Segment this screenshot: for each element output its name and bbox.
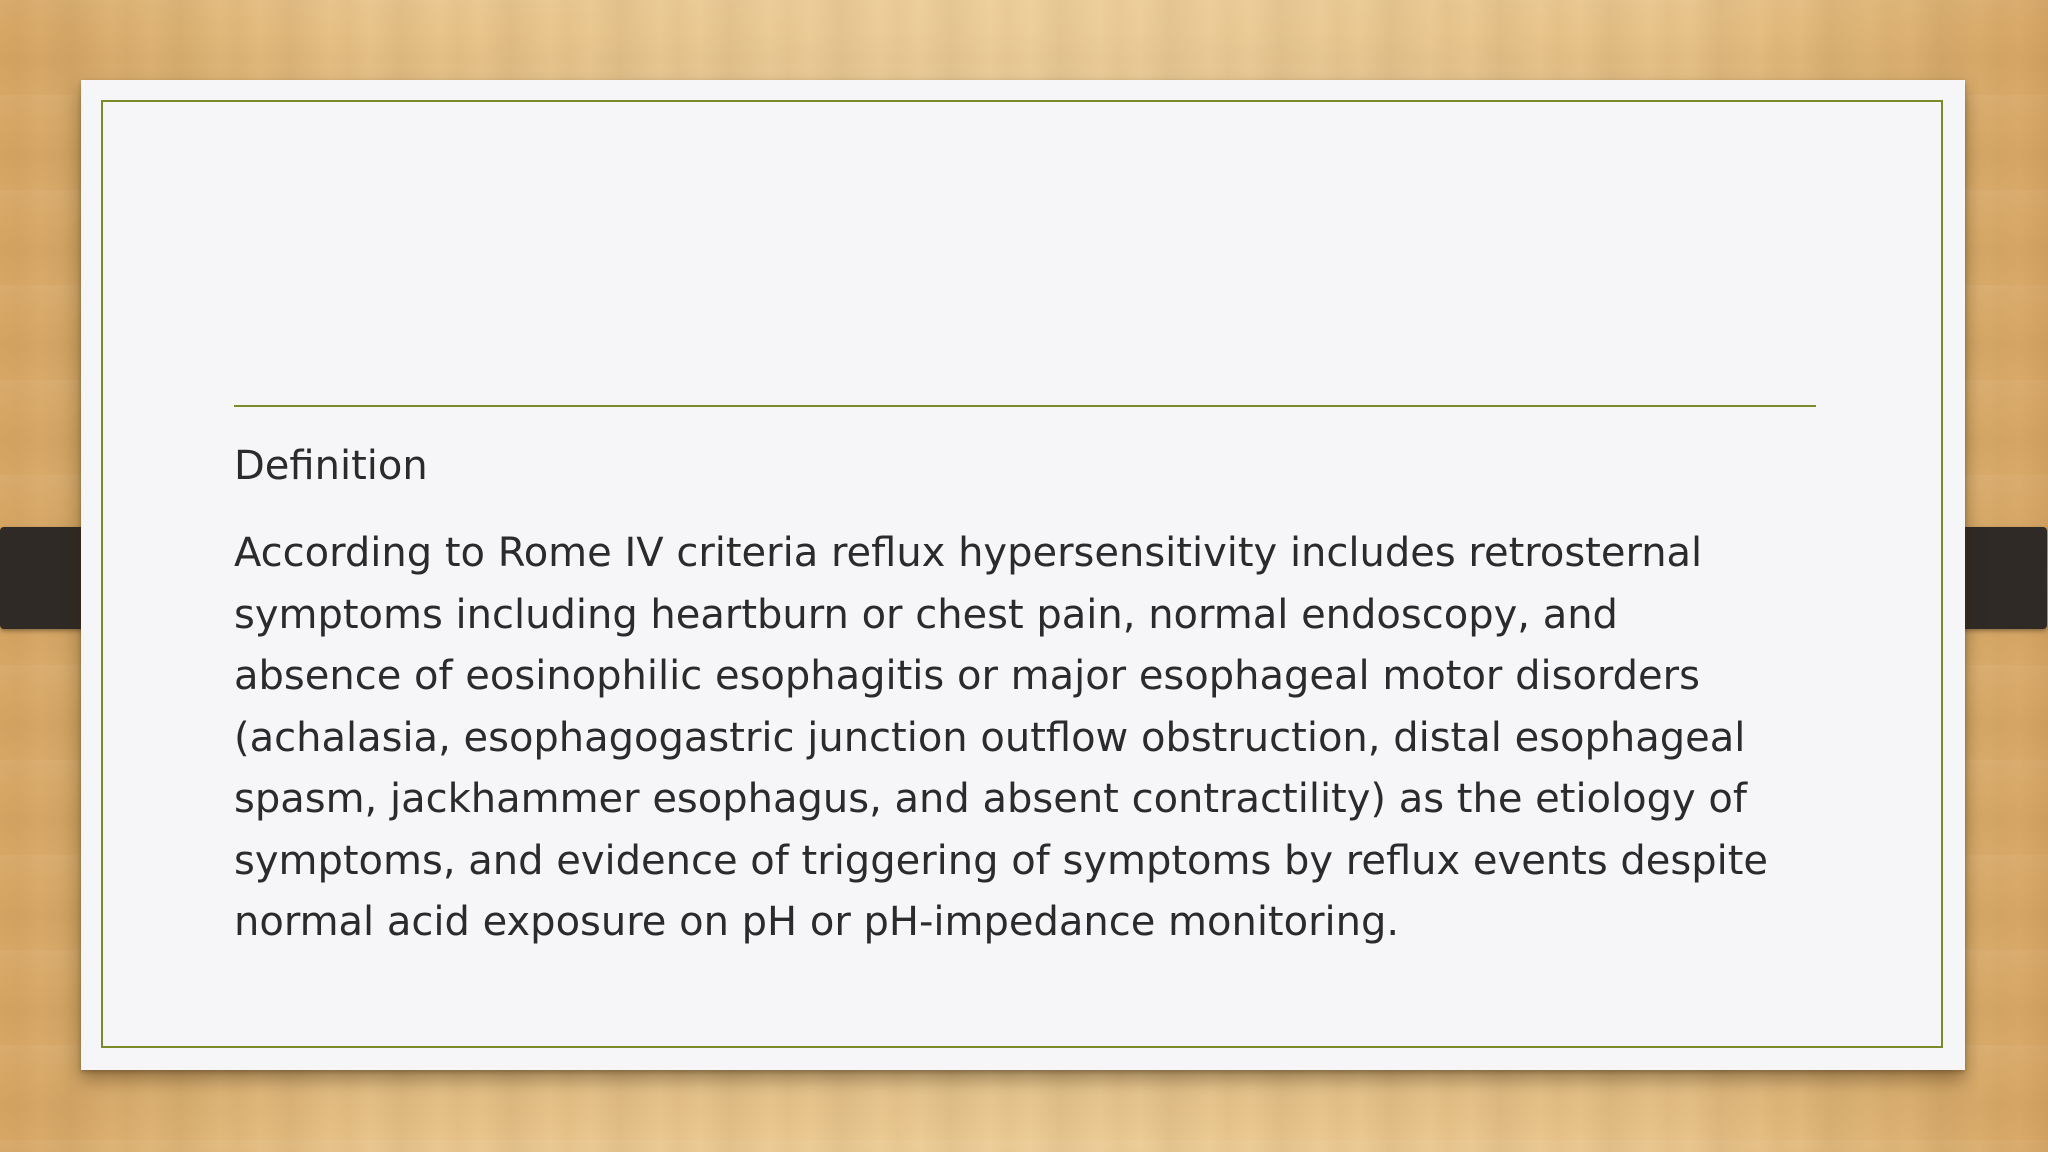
slide-body <box>234 523 1874 954</box>
body-line: normal acid exposure on pH or pH-impedance monitoring. <box>234 899 1400 945</box>
body-line: symptoms, and evidence of triggering of symptoms by reflux events despite <box>234 837 1769 884</box>
body-line: absence of eosinophilic esophagitis or major esophageal motor disorders <box>234 653 1700 699</box>
title-divider <box>234 405 1816 407</box>
body-line: spasm, jackhammer esophagus, and absent contractility) as the etiology of <box>234 776 1747 822</box>
slide-card <box>81 80 1965 1070</box>
body-line: symptoms including heartburn or chest pain, normal endoscopy, and <box>234 591 1618 638</box>
body-line: (achalasia, esophagogastric junction outflow obstruction, distal esophageal <box>234 714 1746 761</box>
body-line: According to Rome IV criteria reflux hypersensitivity includes retrosternal <box>234 530 1703 576</box>
slide-heading: Definition <box>234 443 428 489</box>
